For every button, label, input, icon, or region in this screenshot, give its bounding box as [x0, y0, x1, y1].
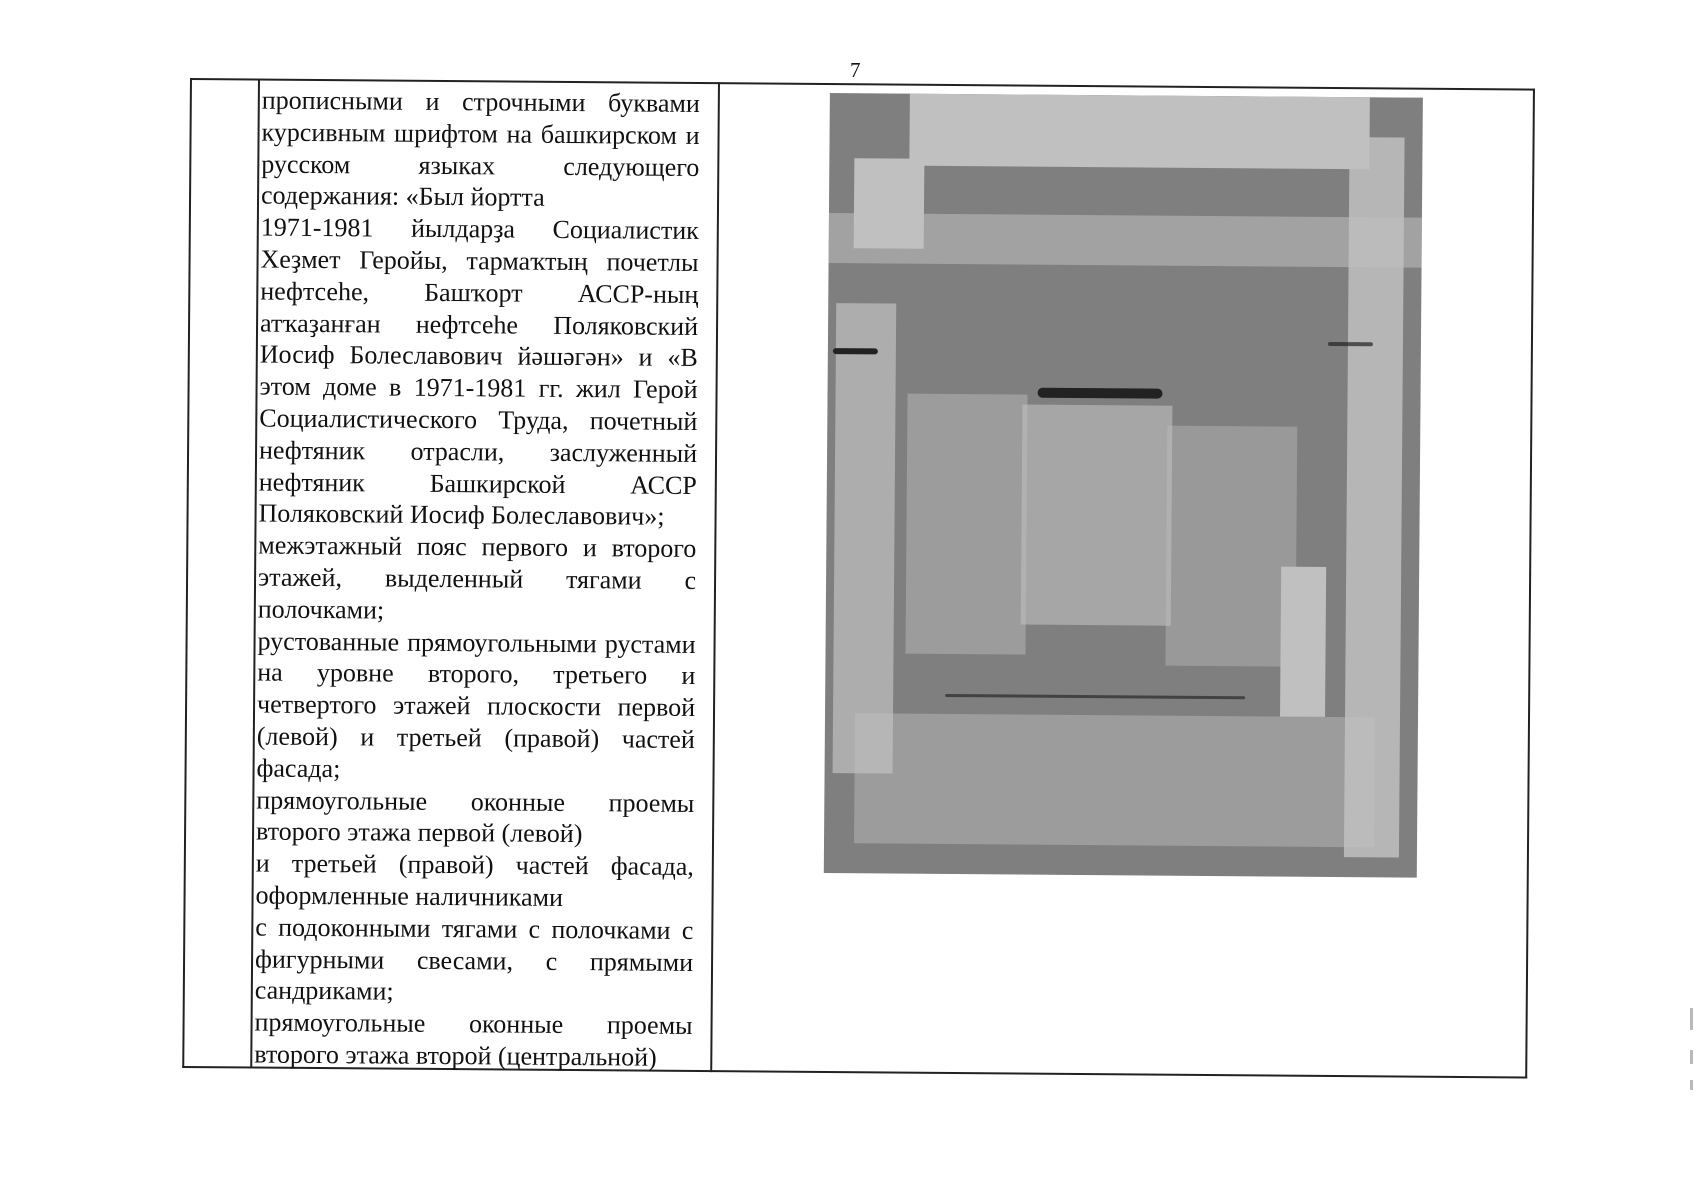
table-left-border — [182, 78, 192, 1068]
page-number: 7 — [850, 58, 861, 82]
photo-light-area-bottom — [854, 713, 1375, 847]
description-text-cell — [254, 85, 700, 1072]
photo-light-area-top — [909, 94, 1370, 170]
table-column-divider-2 — [710, 82, 720, 1072]
photo-dark-stroke-right — [1328, 342, 1373, 346]
photo-light-area-center — [1021, 405, 1173, 626]
photo-dark-stroke-center — [1038, 388, 1163, 399]
scan-edge-mark-1 — [1690, 1008, 1693, 1030]
table-right-border — [1525, 89, 1535, 1079]
paragraph-7: с подоконными тягами с полочками с фигурными свесами, с прямыми сандриками; — [254, 912, 694, 1006]
paragraph-1: прописными и строчными буквами курсивным шрифтом на башкирском и русском языках следующего содержания: «Был йортта — [260, 85, 700, 213]
paragraph-3: межэтажный пояс первого и второго этажей, выделенный тягами с полочками; — [257, 530, 697, 625]
photo-light-area-left — [833, 303, 897, 773]
memorial-plaque-photo — [824, 93, 1423, 878]
scan-edge-mark-2 — [1690, 1050, 1693, 1064]
paragraph-6: и третьей (правой) частей фасада, оформленные наличниками — [255, 848, 694, 912]
scan-edge-mark-3 — [1690, 1080, 1693, 1090]
paragraph-8: прямоугольные оконные проемы второго этажа второй (центральной) — [254, 1007, 693, 1072]
photo-light-area-right — [1280, 567, 1326, 717]
photo-dark-stroke-left — [833, 348, 878, 354]
photo-light-area-center-right — [1165, 426, 1297, 667]
photo-light-area-center-left — [906, 394, 1028, 655]
photo-light-area-band — [829, 213, 1422, 268]
document-table — [182, 78, 1535, 1079]
photo-dark-stroke-bottom — [945, 694, 1245, 699]
paragraph-5: прямоугольные оконные проемы второго этажа первой (левой) — [255, 785, 695, 849]
paragraph-4: рустованные прямоугольными рустами на уровне второго, третьего и четвертого этажей плоскости первой (левой) и третьей (правой) частей фасада; — [256, 626, 696, 783]
paragraph-2: 1971-1981 йылдарҙа Социалистик Хеҙмет Геройы, тармаҡтың почетлы нефтсеһе, Башҡорт АССР-ның атҡаҙанған нефтсеһе Поляковский Иосиф Болеславович йәшәгән» и «В этом доме в 1971-1981 гг. жил Герой Социалистического Труда, почетный нефтяник отрасли, заслуженный нефтяник Башкирской АССР Поляковский Иосиф Болеславович»; — [258, 212, 699, 532]
